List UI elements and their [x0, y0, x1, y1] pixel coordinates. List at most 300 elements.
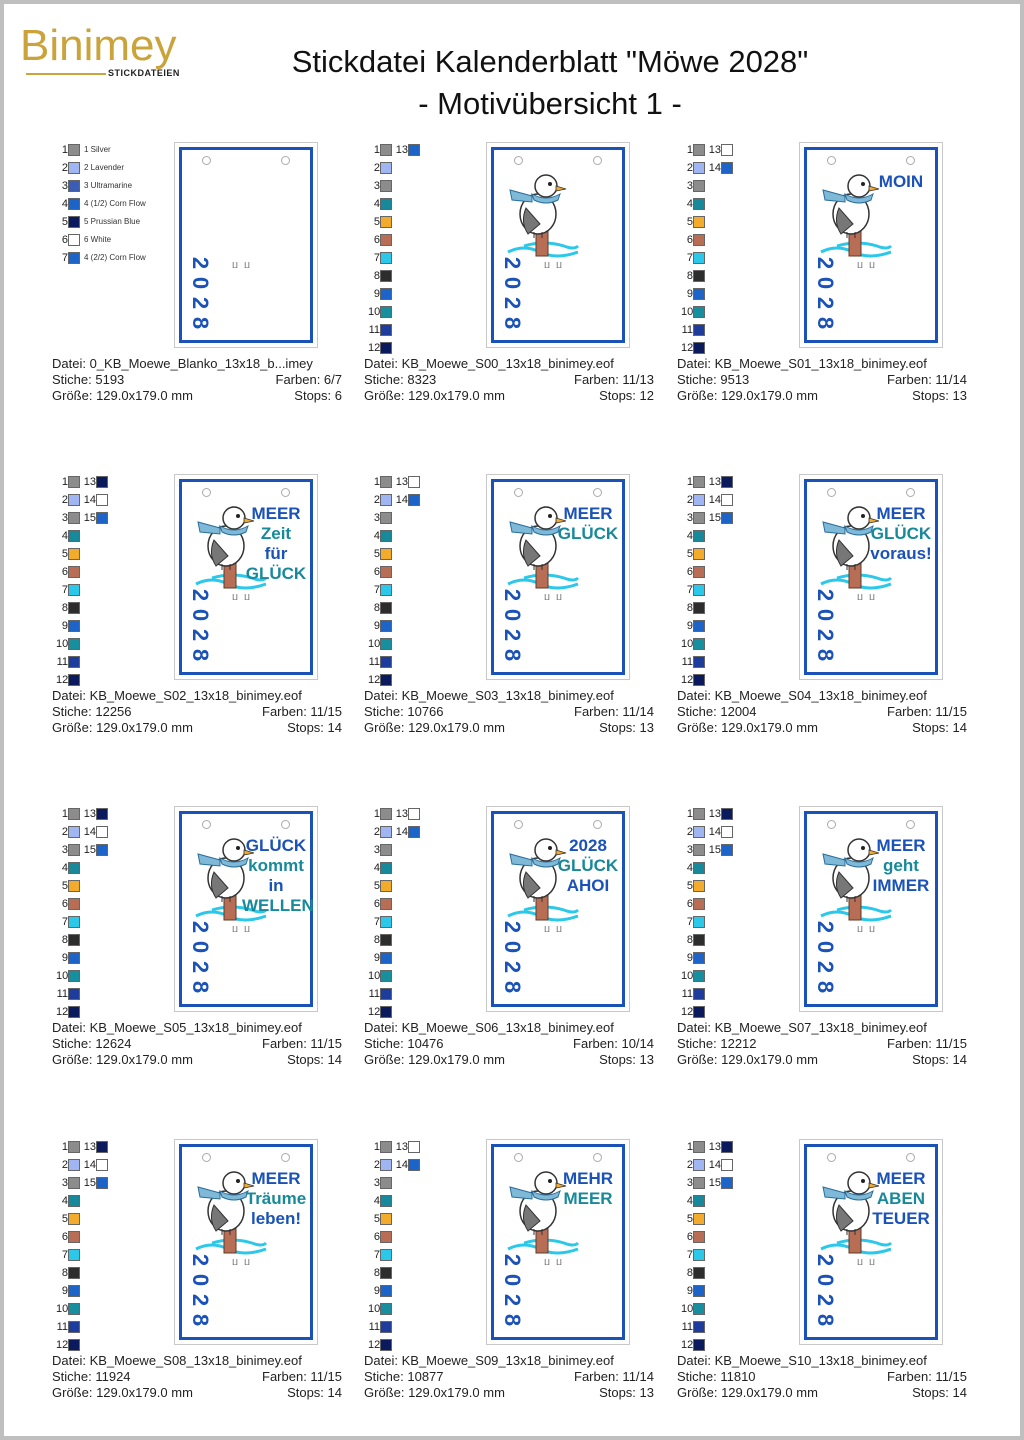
- file-name: Datei: KB_Moewe_S05_13x18_binimey.eof: [52, 1020, 302, 1035]
- motto-line: leben!: [250, 1209, 302, 1228]
- legend-number: 1: [61, 144, 68, 156]
- size-row: [677, 388, 967, 404]
- color-swatch: [693, 880, 705, 892]
- stitch-count: Stiche: 12256: [52, 704, 132, 719]
- year-label: 2 0 2 8: [188, 588, 213, 662]
- legend-row: [368, 636, 488, 654]
- color-swatch: [68, 970, 80, 982]
- color-swatch: [380, 602, 392, 614]
- legend-number: 13: [708, 1141, 721, 1153]
- legend-row: [368, 232, 488, 250]
- hanging-hole: [593, 820, 602, 829]
- color-swatch: [693, 584, 705, 596]
- legend-number: 9: [61, 952, 68, 964]
- color-swatch: [380, 494, 392, 506]
- legend-number: 3: [686, 512, 693, 524]
- legend-number: 1: [686, 476, 693, 488]
- legend-number: 2: [61, 162, 68, 174]
- legend-color-name: 3 Ultramarine: [84, 181, 133, 190]
- design-size: Größe: 129.0x179.0 mm: [677, 720, 818, 735]
- stitch-count: Stiche: 9513: [677, 372, 750, 387]
- stitch-count: Stiche: 12624: [52, 1036, 132, 1051]
- legend-row: [681, 1247, 801, 1265]
- legend-row: [681, 1175, 801, 1193]
- legend-number: 6: [61, 1231, 68, 1243]
- motto-line: AHOI: [566, 876, 610, 895]
- card-border: [804, 1144, 938, 1340]
- color-swatch: [96, 476, 108, 488]
- legend-row: [56, 528, 176, 546]
- size-row: [677, 720, 967, 736]
- legend-row: [681, 860, 801, 878]
- legend-number: 8: [686, 1267, 693, 1279]
- legend-number: 11: [681, 656, 693, 668]
- color-swatch: [96, 1141, 108, 1153]
- legend-number: 11: [368, 988, 380, 1000]
- color-swatch: [68, 862, 80, 874]
- legend-number: 1: [61, 1141, 68, 1153]
- legend-row: [681, 582, 801, 600]
- legend-number: 2: [373, 1159, 380, 1171]
- color-swatch: [693, 198, 705, 210]
- legend-number: 10: [368, 306, 381, 318]
- color-swatch: [693, 1339, 705, 1351]
- legend-number: 3: [61, 844, 68, 856]
- placement-marks: ⵡⵡ: [544, 1258, 569, 1267]
- legend-number: 15: [83, 1177, 96, 1189]
- legend-number: 13: [395, 808, 408, 820]
- legend-number: 1: [373, 476, 380, 488]
- legend-row: [368, 896, 488, 914]
- legend-number: 6: [373, 234, 380, 246]
- color-swatch: [380, 1159, 392, 1171]
- legend-number: 7: [373, 584, 380, 596]
- color-swatch: [693, 674, 705, 686]
- legend-number: 2: [686, 494, 693, 506]
- legend-number: 9: [686, 288, 693, 300]
- legend-row: [368, 492, 488, 510]
- legend-row: [681, 304, 801, 322]
- motto-line: MEER: [563, 504, 613, 523]
- color-swatch: [693, 916, 705, 928]
- hanging-hole: [906, 488, 915, 497]
- stitch-row: [52, 1369, 342, 1385]
- legend-row: [681, 1265, 801, 1283]
- legend-number: 12: [681, 1006, 694, 1018]
- color-swatch: [68, 952, 80, 964]
- legend-row: [56, 860, 176, 878]
- card-border: [491, 811, 625, 1007]
- color-swatch: [693, 476, 705, 488]
- legend-number: 3: [373, 1177, 380, 1189]
- legend-number: 8: [61, 1267, 68, 1279]
- color-swatch: [68, 844, 80, 856]
- hanging-hole: [593, 488, 602, 497]
- color-swatch: [721, 826, 733, 838]
- file-row: [677, 356, 967, 372]
- logo-subtitle: STICKDATEIEN: [108, 68, 180, 78]
- hanging-hole: [281, 1153, 290, 1162]
- motto-line: MEER: [876, 836, 926, 855]
- stitch-count: Stiche: 12212: [677, 1036, 757, 1051]
- card-border: [179, 147, 313, 343]
- legend-number: 3: [61, 180, 68, 192]
- legend-number: 4: [61, 862, 68, 874]
- color-swatch: [68, 934, 80, 946]
- color-swatch: [380, 808, 392, 820]
- motto-line: kommt: [248, 856, 304, 875]
- color-swatch: [380, 584, 392, 596]
- legend-row: [56, 914, 176, 932]
- color-swatch: [408, 1141, 420, 1153]
- legend-row: [368, 142, 488, 160]
- legend-row: [681, 932, 801, 950]
- color-swatch: [96, 1159, 108, 1171]
- legend-color-name: 2 Lavender: [84, 163, 125, 172]
- file-name: Datei: KB_Moewe_S10_13x18_binimey.eof: [677, 1353, 927, 1368]
- color-swatch: [380, 180, 392, 192]
- legend-number: 7: [61, 1249, 68, 1261]
- calendar-card-preview: [799, 806, 943, 1012]
- color-swatch: [693, 1159, 705, 1171]
- color-count: Farben: 11/15: [887, 1036, 967, 1051]
- legend-number: 3: [686, 844, 693, 856]
- color-count: Farben: 11/15: [262, 704, 342, 719]
- color-swatch: [693, 988, 705, 1000]
- motto-line: Zeit: [260, 524, 292, 543]
- card-border: [179, 811, 313, 1007]
- legend-number: 1: [686, 1141, 693, 1153]
- design-size: Größe: 129.0x179.0 mm: [364, 1385, 505, 1400]
- stop-count: Stops: 14: [287, 1052, 342, 1067]
- color-swatch: [68, 1249, 80, 1261]
- year-label: 2 0 2 8: [500, 920, 525, 994]
- file-row: [52, 1353, 342, 1369]
- color-swatch: [721, 476, 733, 488]
- color-swatch: [68, 548, 80, 560]
- legend-row: [56, 636, 176, 654]
- legend-color-name: 5 Prussian Blue: [84, 217, 141, 226]
- placement-marks: ⵡⵡ: [232, 593, 257, 602]
- year-label: 2 0 2 8: [813, 920, 838, 994]
- card-border: [491, 147, 625, 343]
- color-swatch: [68, 1213, 80, 1225]
- legend-row: [56, 950, 176, 968]
- legend-number: 12: [368, 342, 381, 354]
- legend-row: [368, 654, 488, 672]
- legend-row: [681, 1211, 801, 1229]
- legend-row: [368, 1283, 488, 1301]
- color-swatch: [68, 826, 80, 838]
- card-border: [179, 479, 313, 675]
- legend-number: 10: [56, 1303, 69, 1315]
- legend-number: 4: [686, 862, 693, 874]
- legend-number: 6: [61, 898, 68, 910]
- calendar-card-preview: [174, 806, 318, 1012]
- placement-marks: ⵡⵡ: [857, 593, 882, 602]
- color-swatch: [380, 476, 392, 488]
- file-row: [364, 356, 654, 372]
- calendar-card-preview: [486, 1139, 630, 1345]
- legend-row: [56, 160, 176, 178]
- color-swatch: [68, 602, 80, 614]
- color-swatch: [68, 1006, 80, 1018]
- legend-number: 7: [686, 1249, 693, 1261]
- legend-number: 11: [56, 1321, 68, 1333]
- card-border: [804, 479, 938, 675]
- legend-row: [681, 160, 801, 178]
- legend-number: 9: [373, 288, 380, 300]
- legend-number: 1: [373, 1141, 380, 1153]
- stop-count: Stops: 13: [599, 720, 654, 735]
- design-cell: [677, 1139, 977, 1439]
- legend-number: 8: [373, 934, 380, 946]
- color-swatch: [380, 826, 392, 838]
- design-size: Größe: 129.0x179.0 mm: [52, 1385, 193, 1400]
- stop-count: Stops: 13: [599, 1052, 654, 1067]
- legend-row: [368, 824, 488, 842]
- color-swatch: [380, 566, 392, 578]
- file-name: Datei: KB_Moewe_S03_13x18_binimey.eof: [364, 688, 614, 703]
- color-swatch: [721, 808, 733, 820]
- legend-number: 14: [708, 162, 721, 174]
- stitch-count: Stiche: 8323: [364, 372, 437, 387]
- color-swatch: [380, 234, 392, 246]
- hanging-hole: [906, 820, 915, 829]
- legend-row: [368, 878, 488, 896]
- hanging-hole: [281, 156, 290, 165]
- color-swatch: [721, 1159, 733, 1171]
- legend-number: 11: [368, 324, 380, 336]
- legend-number: 14: [708, 1159, 721, 1171]
- legend-number: 10: [368, 1303, 381, 1315]
- color-swatch: [96, 494, 108, 506]
- stitch-count: Stiche: 5193: [52, 372, 125, 387]
- color-swatch: [693, 970, 705, 982]
- legend-row: [368, 1247, 488, 1265]
- color-swatch: [380, 674, 392, 686]
- color-swatch: [693, 566, 705, 578]
- legend-number: 2: [61, 826, 68, 838]
- color-swatch: [68, 1195, 80, 1207]
- size-row: [52, 1052, 342, 1068]
- color-swatch: [380, 270, 392, 282]
- legend-row: [681, 968, 801, 986]
- color-swatch: [68, 1303, 80, 1315]
- color-swatch: [68, 162, 80, 174]
- legend-row: [681, 1229, 801, 1247]
- legend-row: [368, 600, 488, 618]
- design-size: Größe: 129.0x179.0 mm: [677, 1385, 818, 1400]
- color-count: Farben: 11/14: [574, 704, 654, 719]
- legend-number: 8: [373, 1267, 380, 1279]
- legend-number: 4: [61, 1195, 68, 1207]
- legend-number: 7: [686, 584, 693, 596]
- legend-row: [368, 322, 488, 340]
- legend-row: [56, 474, 176, 492]
- legend-row: [56, 232, 176, 250]
- legend-number: 10: [368, 970, 381, 982]
- legend-row: [368, 160, 488, 178]
- motto-line: Träume: [245, 1189, 307, 1208]
- color-count: Farben: 11/14: [887, 372, 967, 387]
- legend-number: 8: [373, 270, 380, 282]
- motto-line: GLÜCK: [245, 564, 307, 583]
- color-swatch: [380, 162, 392, 174]
- legend-row: [56, 1193, 176, 1211]
- legend-row: [56, 600, 176, 618]
- legend-number: 4: [373, 198, 380, 210]
- placement-marks: ⵡⵡ: [857, 1258, 882, 1267]
- legend-number: 9: [61, 620, 68, 632]
- stitch-count: Stiche: 10877: [364, 1369, 444, 1384]
- stitch-row: [677, 372, 967, 388]
- file-name: Datei: KB_Moewe_S02_13x18_binimey.eof: [52, 688, 302, 703]
- motto-line: GLÜCK: [245, 836, 307, 855]
- legend-row: [56, 582, 176, 600]
- stop-count: Stops: 14: [912, 1052, 967, 1067]
- stitch-row: [52, 1036, 342, 1052]
- legend-row: [368, 1175, 488, 1193]
- motto-line: GLÜCK: [870, 524, 932, 543]
- legend-row: [56, 986, 176, 1004]
- color-swatch: [693, 602, 705, 614]
- legend-number: 15: [708, 512, 721, 524]
- motto-line: MEER: [251, 1169, 301, 1188]
- design-size: Größe: 129.0x179.0 mm: [677, 388, 818, 403]
- color-swatch: [68, 808, 80, 820]
- legend-row: [681, 474, 801, 492]
- motto-text: [242, 1169, 310, 1229]
- color-swatch: [380, 934, 392, 946]
- hanging-hole: [593, 1153, 602, 1162]
- legend-color-name: 1 Silver: [84, 145, 111, 154]
- color-swatch: [68, 566, 80, 578]
- legend-number: 8: [686, 602, 693, 614]
- stitch-row: [364, 1369, 654, 1385]
- motto-text: [242, 836, 314, 916]
- color-swatch: [408, 826, 420, 838]
- legend-number: 6: [686, 1231, 693, 1243]
- legend-row: [368, 986, 488, 1004]
- legend-row: [56, 250, 176, 268]
- legend-number: 11: [681, 1321, 693, 1333]
- color-swatch: [721, 1177, 733, 1189]
- stitch-count: Stiche: 10476: [364, 1036, 444, 1051]
- color-swatch: [68, 180, 80, 192]
- color-swatch: [68, 1321, 80, 1333]
- color-count: Farben: 6/7: [275, 372, 342, 387]
- legend-row: [681, 178, 801, 196]
- color-swatch: [68, 216, 80, 228]
- color-swatch: [380, 988, 392, 1000]
- legend-row: [56, 842, 176, 860]
- legend-number: 4: [686, 530, 693, 542]
- legend-row: [368, 1319, 488, 1337]
- legend-number: 10: [368, 638, 381, 650]
- color-swatch: [693, 1177, 705, 1189]
- calendar-card-preview: [799, 1139, 943, 1345]
- legend-row: [681, 842, 801, 860]
- color-swatch: [380, 1267, 392, 1279]
- color-swatch: [380, 512, 392, 524]
- legend-row: [681, 914, 801, 932]
- design-cell: [52, 474, 352, 774]
- color-swatch: [408, 144, 420, 156]
- color-swatch: [380, 144, 392, 156]
- color-swatch: [693, 620, 705, 632]
- color-swatch: [693, 1231, 705, 1243]
- legend-number: 7: [61, 916, 68, 928]
- legend-row: [681, 1157, 801, 1175]
- legend-row: [56, 564, 176, 582]
- motto-line: MEHR: [562, 1169, 614, 1188]
- legend-number: 13: [83, 808, 96, 820]
- legend-number: 7: [686, 252, 693, 264]
- legend-row: [56, 932, 176, 950]
- file-info: [52, 1020, 342, 1068]
- placement-marks: ⵡⵡ: [544, 593, 569, 602]
- legend-row: [681, 250, 801, 268]
- color-swatch: [96, 808, 108, 820]
- legend-number: 14: [83, 494, 96, 506]
- design-size: Größe: 129.0x179.0 mm: [52, 388, 193, 403]
- color-swatch: [693, 1249, 705, 1261]
- legend-row: [368, 582, 488, 600]
- size-row: [52, 720, 342, 736]
- color-swatch: [380, 898, 392, 910]
- color-swatch: [693, 1285, 705, 1297]
- motto-text: [554, 504, 622, 544]
- legend-color-name: 6 White: [84, 235, 112, 244]
- legend-number: 5: [373, 880, 380, 892]
- legend-row: [681, 142, 801, 160]
- stitch-count: Stiche: 11810: [677, 1369, 756, 1384]
- color-count: Farben: 11/15: [262, 1369, 342, 1384]
- legend-row: [368, 1211, 488, 1229]
- legend-row: [56, 1265, 176, 1283]
- legend-number: 1: [373, 808, 380, 820]
- legend-number: 9: [373, 620, 380, 632]
- color-swatch: [693, 844, 705, 856]
- file-row: [52, 688, 342, 704]
- legend-number: 8: [61, 934, 68, 946]
- color-swatch: [68, 234, 80, 246]
- legend-number: 8: [686, 270, 693, 282]
- legend-row: [681, 618, 801, 636]
- size-row: [364, 1385, 654, 1401]
- seagull-illustration: [504, 164, 580, 260]
- logo-underline: [26, 73, 106, 75]
- color-swatch: [380, 916, 392, 928]
- size-row: [364, 1052, 654, 1068]
- legend-number: 10: [56, 970, 69, 982]
- stitch-count: Stiche: 10766: [364, 704, 444, 719]
- legend-row: [681, 268, 801, 286]
- legend-number: 2: [373, 494, 380, 506]
- legend-number: 10: [681, 638, 694, 650]
- legend-number: 7: [686, 916, 693, 928]
- legend-number: 13: [708, 144, 721, 156]
- legend-row: [368, 1265, 488, 1283]
- file-info: [364, 356, 654, 404]
- color-swatch: [380, 530, 392, 542]
- color-swatch: [693, 1213, 705, 1225]
- color-swatch: [693, 1267, 705, 1279]
- motto-line: für: [264, 544, 288, 563]
- motto-line: IMMER: [872, 876, 930, 895]
- legend-row: [368, 286, 488, 304]
